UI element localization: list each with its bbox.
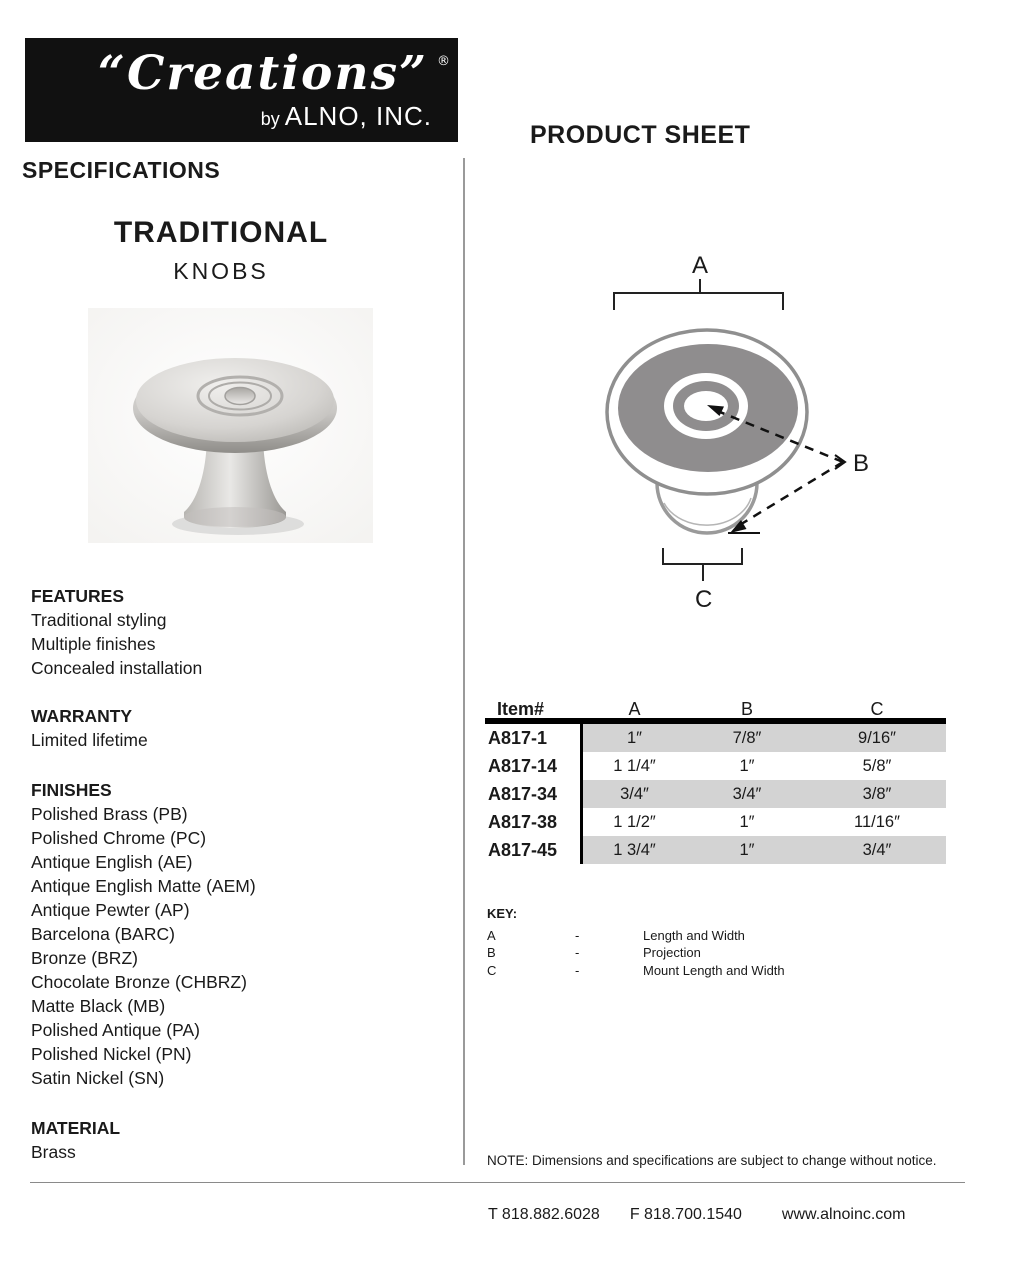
dim-label-a: A	[692, 252, 709, 279]
finish-item: Polished Brass (PB)	[31, 804, 188, 824]
key-description: Mount Length and Width	[643, 962, 785, 978]
item-number: A817-45	[485, 836, 583, 864]
byline-company: ALNO, INC.	[284, 101, 432, 131]
footer-phone: T 818.882.6028	[488, 1206, 600, 1223]
specifications-heading: SPECIFICATIONS	[22, 157, 221, 183]
features-section	[31, 584, 451, 680]
key-letter: C	[487, 962, 497, 978]
header-a: A	[628, 699, 641, 719]
table-row	[485, 780, 946, 808]
value-a: 3/4″	[583, 780, 686, 808]
key-description: Length and Width	[643, 927, 745, 943]
warranty-heading: WARRANTY	[31, 706, 133, 726]
dim-label-c: C	[695, 586, 713, 613]
size-table	[485, 699, 946, 864]
page-title: PRODUCT SHEET	[530, 121, 751, 149]
value-a: 1 1/2″	[613, 812, 656, 831]
item-number: A817-38	[485, 808, 583, 836]
key-heading: KEY:	[487, 906, 518, 921]
logo-byline	[261, 101, 432, 132]
features-heading: FEATURES	[31, 586, 125, 606]
value-c: 5/8″	[862, 756, 892, 775]
product-title-block	[0, 216, 442, 285]
footer-website: www.alnoinc.com	[781, 1206, 906, 1223]
registered-trademark-icon: ®	[437, 54, 450, 69]
value-c: 9/16″	[808, 724, 946, 752]
knob-product-photo	[88, 308, 373, 543]
key-letter: A	[487, 927, 496, 943]
header-item: Item#	[497, 699, 545, 719]
dim-label-b: B	[853, 450, 870, 477]
item-number: A817-34	[485, 780, 583, 808]
left-specifications-column	[31, 584, 451, 1188]
brand-script-text: “Creations”	[97, 46, 429, 101]
contact-footer	[488, 1206, 906, 1224]
dimension-key	[487, 905, 785, 979]
byline-by: by	[260, 109, 285, 129]
column-divider	[463, 158, 465, 1165]
size-table-header	[485, 699, 946, 724]
knob-dimension-diagram	[555, 245, 975, 615]
finishes-heading: FINISHES	[31, 780, 112, 800]
warranty-section	[31, 704, 451, 752]
finishes-section	[31, 778, 451, 1090]
material-heading: MATERIAL	[31, 1118, 121, 1138]
item-number: A817-1	[485, 724, 583, 752]
key-dash: -	[575, 962, 580, 978]
value-a: 1 1/4″	[613, 756, 656, 775]
finish-item: Chocolate Bronze (CHBRZ)	[31, 972, 247, 992]
value-a: 1″	[583, 724, 686, 752]
finish-item: Satin Nickel (SN)	[31, 1068, 165, 1088]
key-description: Projection	[643, 945, 701, 960]
value-c: 11/16″	[854, 812, 900, 831]
table-row	[485, 836, 946, 864]
key-row	[487, 944, 785, 962]
finish-item: Bronze (BRZ)	[31, 948, 138, 968]
table-row	[485, 808, 946, 836]
key-dash: -	[575, 945, 580, 960]
table-row	[485, 724, 946, 752]
key-dash: -	[575, 927, 580, 943]
finish-item: Polished Antique (PA)	[31, 1020, 200, 1040]
value-c: 3/8″	[808, 780, 946, 808]
value-b: 1″	[739, 812, 755, 831]
product-family-title: TRADITIONAL	[113, 216, 329, 249]
footer-fax: F 818.700.1540	[629, 1206, 742, 1223]
item-number: A817-14	[485, 752, 583, 780]
finish-item: Antique English Matte (AEM)	[31, 876, 256, 896]
value-b: 1″	[739, 756, 755, 775]
creations-logo	[25, 38, 458, 142]
finish-item: Polished Nickel (PN)	[31, 1044, 192, 1064]
value-b: 1″	[686, 836, 808, 864]
finish-item: Antique English (AE)	[31, 852, 193, 872]
value-a: 1 3/4″	[583, 836, 686, 864]
feature-item: Traditional styling	[31, 610, 167, 630]
key-row	[487, 927, 785, 945]
finish-item: Barcelona (BARC)	[31, 924, 175, 944]
header-b: B	[740, 699, 753, 719]
disclaimer-note: NOTE: Dimensions and specifications are subject to change without notice.	[487, 1153, 937, 1168]
finish-item: Matte Black (MB)	[31, 996, 166, 1016]
value-b: 7/8″	[686, 724, 808, 752]
warranty-item: Limited lifetime	[31, 730, 148, 750]
material-section	[31, 1116, 451, 1164]
key-letter: B	[487, 945, 496, 960]
table-row	[485, 752, 946, 780]
feature-item: Concealed installation	[31, 658, 203, 678]
material-item: Brass	[31, 1142, 76, 1162]
value-c: 3/4″	[808, 836, 946, 864]
value-b: 3/4″	[686, 780, 808, 808]
finish-item: Polished Chrome (PC)	[31, 828, 207, 848]
header-c: C	[870, 699, 884, 719]
product-type-subtitle: KNOBS	[173, 258, 269, 284]
feature-item: Multiple finishes	[31, 634, 156, 654]
key-row	[487, 962, 785, 980]
finish-item: Antique Pewter (AP)	[31, 900, 190, 920]
